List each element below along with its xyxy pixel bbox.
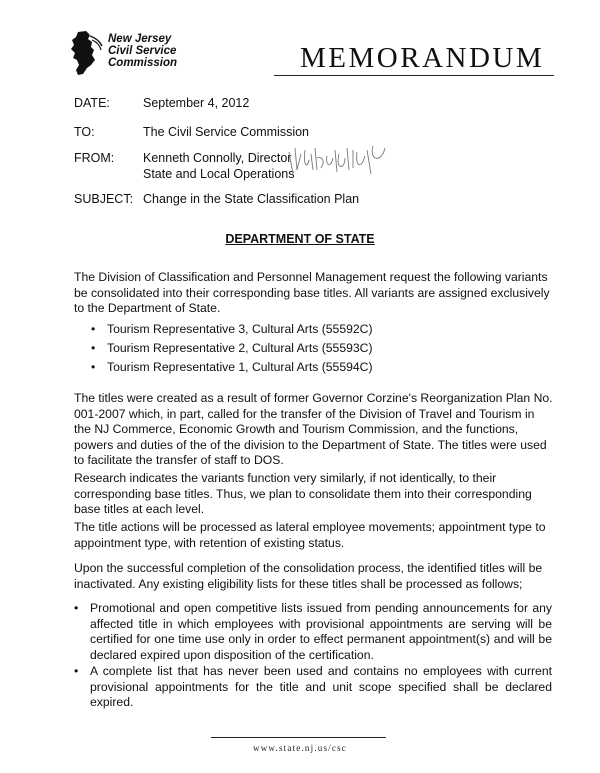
actions-paragraph: The title actions will be processed as lateral employee movements; appointment type to appointment type, with retention of existing status. bbox=[74, 520, 546, 550]
list-item: • Tourism Representative 1, Cultural Arts (55594C) bbox=[91, 358, 511, 377]
subject-value: Change in the State Classification Plan bbox=[143, 192, 360, 206]
section-heading: DEPARTMENT OF STATE bbox=[225, 232, 375, 246]
header-rule bbox=[274, 75, 554, 76]
from-name: Kenneth Connolly, Director bbox=[143, 151, 292, 165]
subject-label: SUBJECT: bbox=[74, 192, 134, 206]
research-paragraph: Research indicates the variants function very similarly, if not identically, to their corresponding base titles. Thus, we plan to consolidate them into their corresponding base titles at each level. bbox=[74, 471, 532, 516]
consolidation-paragraph: Upon the successful completion of the consolidation process, the identified titles will be inactivated. Any existing eligibility lists for these titles shall be processed as follows; bbox=[74, 561, 543, 591]
list-item: • Tourism Representative 2, Cultural Arts (55593C) bbox=[91, 339, 511, 358]
bullet-icon: • bbox=[74, 664, 79, 678]
signature-mark bbox=[285, 140, 395, 180]
footer-url: www.state.nj.us/csc bbox=[253, 743, 347, 753]
logo-line-3: Commission bbox=[108, 57, 178, 69]
logo-line-1: New Jersey bbox=[108, 33, 172, 45]
to-label: TO: bbox=[74, 125, 95, 139]
date-value: September 4, 2012 bbox=[143, 96, 250, 110]
titles-list bbox=[91, 320, 511, 377]
nj-csc-logo bbox=[64, 30, 204, 76]
list-item: • Tourism Representative 3, Cultural Arts (55592C) bbox=[91, 320, 511, 339]
bullet-icon: • bbox=[91, 341, 96, 355]
from-value bbox=[143, 150, 295, 182]
intro-paragraph: The Division of Classification and Personnel Management request the following variants be consolidated into their corresponding base titles. All variants are assigned exclusively to the Department of State. bbox=[74, 270, 550, 315]
logo-wordmark bbox=[108, 33, 177, 69]
logo-line-2: Civil Service bbox=[108, 45, 177, 57]
memo-title: MEMORANDUM bbox=[300, 42, 545, 74]
processing-list bbox=[74, 601, 552, 712]
date-label: DATE: bbox=[74, 96, 110, 110]
bullet-icon: • bbox=[91, 360, 96, 374]
from-label: FROM: bbox=[74, 151, 115, 165]
history-paragraph: The titles were created as a result of former Governor Corzine's Reorganization Plan No. 001-2007 which, in part, called for the transfer of the Division of Travel and Tourism in the NJ Commerce, Economic Growth and Tourism Commission, and the functions, powers and duties of the of the division to the Department of State. The titles were used to facilitate the transfer of staff to DOS. bbox=[74, 391, 553, 467]
nj-state-silhouette-icon bbox=[64, 30, 108, 76]
bullet-icon: • bbox=[91, 322, 96, 336]
footer-rule bbox=[211, 737, 386, 738]
list-item: • Promotional and open competitive lists issued from pending announcements for any affected title in which employees with provisional appointments are serving will be certified for one time use only in order to effect permanent appointment(s) and will be declared expired upon disposition of the certification. bbox=[74, 601, 552, 662]
from-office: State and Local Operations bbox=[143, 167, 295, 181]
bullet-icon: • bbox=[74, 601, 79, 615]
list-item: • A complete list that has never been used and contains no employees with current provisional appointments for the title and unit scope specified shall be declared expired. bbox=[74, 664, 552, 709]
to-value: The Civil Service Commission bbox=[143, 125, 310, 139]
